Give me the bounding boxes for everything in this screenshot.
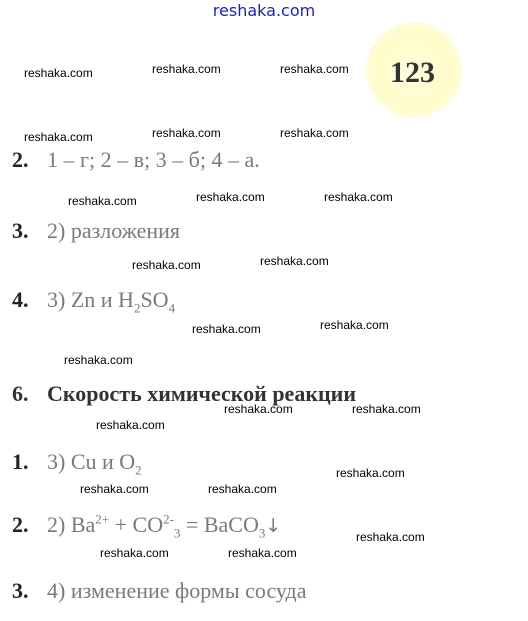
watermark: reshaka.com: [280, 62, 349, 76]
watermark: reshaka.com: [24, 66, 93, 80]
answer-number: 1.: [12, 449, 29, 474]
site-header: reshaka.com: [212, 1, 316, 20]
answer-text: 2) $Ba^{2+} + CO^{2-}_3$ = BaCO$_3$↓: [47, 511, 282, 541]
section-title: Скорость химической реакции: [47, 381, 357, 406]
watermark: reshaka.com: [80, 482, 149, 496]
answer-text: 3) Cu и $O_2$: [47, 449, 142, 478]
answer-text: 4) изменение формы сосуда: [47, 578, 307, 603]
watermark: reshaka.com: [224, 402, 293, 416]
watermark: reshaka.com: [336, 466, 405, 480]
page-number: 123: [390, 56, 435, 89]
watermark: reshaka.com: [100, 546, 169, 560]
watermark: reshaka.com: [68, 194, 137, 208]
precipitate-arrow-icon: ↓: [265, 515, 282, 537]
watermark: reshaka.com: [228, 546, 297, 560]
watermark: reshaka.com: [192, 322, 261, 336]
watermark: reshaka.com: [152, 62, 221, 76]
watermark: reshaka.com: [356, 530, 425, 544]
answer-number: 3.: [12, 218, 29, 243]
answer-line: [12, 449, 142, 478]
answer-text: 3) Zn и $H_2SO_4$: [47, 287, 176, 316]
watermark: reshaka.com: [320, 318, 389, 332]
watermark: reshaka.com: [96, 418, 165, 432]
watermark: reshaka.com: [352, 402, 421, 416]
answer-line: [12, 287, 176, 316]
answer-text: 2) разложения: [47, 218, 181, 243]
watermark: reshaka.com: [152, 126, 221, 140]
section-number: 6.: [12, 381, 29, 406]
answer-line: [12, 580, 307, 602]
answer-number: 2.: [12, 147, 29, 172]
answer-line: [12, 220, 180, 242]
watermark: reshaka.com: [280, 126, 349, 140]
watermark: reshaka.com: [64, 353, 133, 367]
watermark: reshaka.com: [132, 258, 201, 272]
watermark: reshaka.com: [324, 190, 393, 204]
watermark: reshaka.com: [196, 190, 265, 204]
answer-number: 4.: [12, 287, 29, 312]
watermark: reshaka.com: [24, 130, 93, 144]
answer-number: 2.: [12, 512, 29, 537]
watermark: reshaka.com: [208, 482, 277, 496]
section-heading: [12, 381, 356, 407]
answer-text: 1 – г; 2 – в; 3 – б; 4 – а.: [47, 147, 260, 172]
answer-line: [12, 511, 282, 541]
answer-number: 3.: [12, 578, 29, 603]
watermark: reshaka.com: [260, 254, 329, 268]
answer-line: [12, 149, 260, 171]
